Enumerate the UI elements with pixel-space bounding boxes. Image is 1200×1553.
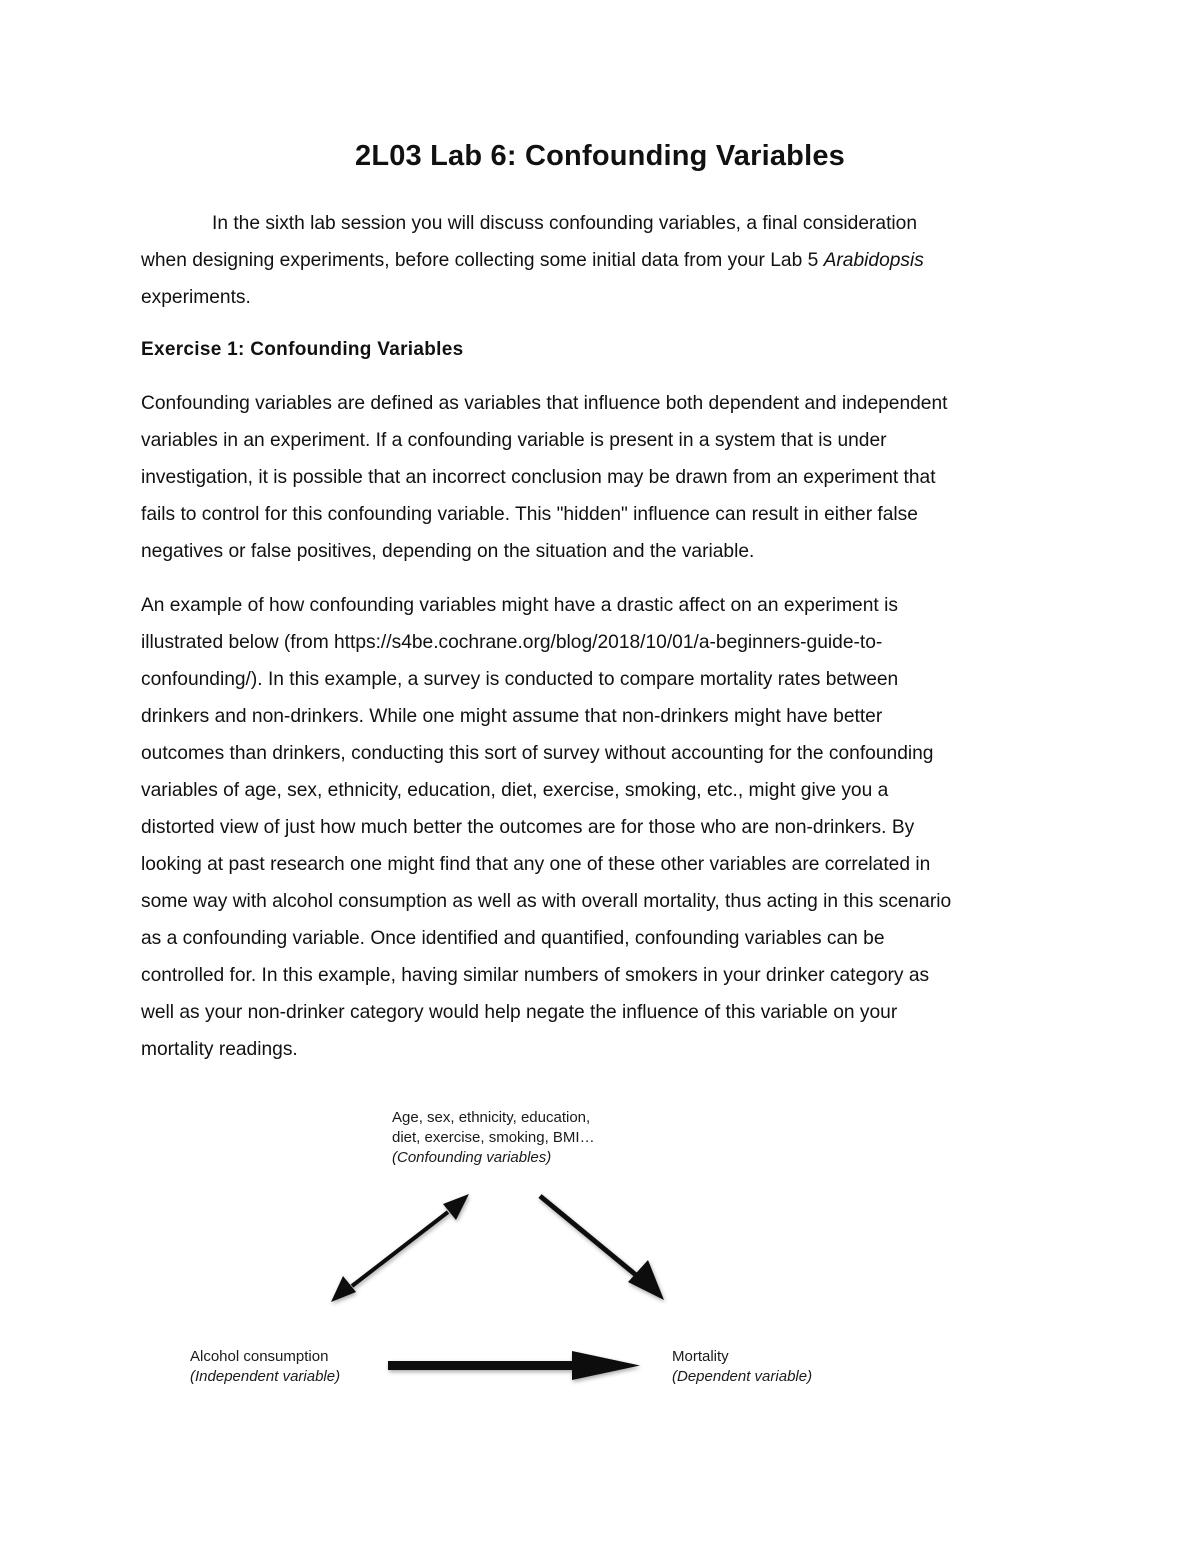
paragraph-line: investigation, it is possible that an incorrect conclusion may be drawn from an experiment that: [141, 467, 936, 488]
paragraph-line: mortality readings.: [141, 1039, 298, 1060]
paragraph-line: negatives or false positives, depending on the situation and the variable.: [141, 541, 755, 562]
paragraph-line: confounding/). In this example, a survey is conducted to compare mortality rates between: [141, 669, 899, 690]
confounding-diagram: [0, 1090, 1200, 1420]
paragraph-line: controlled for. In this example, having similar numbers of smokers in your drinker category as: [141, 965, 930, 986]
exercise-1-paragraph-1: [141, 385, 1066, 570]
intro-paragraph: [141, 205, 1066, 316]
paragraph-line: as a confounding variable. Once identified and quantified, confounding variables can be: [141, 928, 885, 949]
exercise-1-heading: Exercise 1: Confounding Variables: [141, 339, 464, 360]
paragraph-line: variables in an experiment. If a confounding variable is present in a system that is under: [141, 430, 887, 451]
arrow-alcohol-mortality: [388, 1351, 640, 1380]
confounders-role: (Confounding variables): [392, 1149, 552, 1166]
paragraph-line: variables of age, sex, ethnicity, education, diet, exercise, smoking, etc., might give you a: [141, 780, 889, 801]
confounding-variables-label: [392, 1108, 595, 1168]
intro-line-1: In the sixth lab session you will discuss confounding variables, a final consideration: [212, 213, 918, 234]
paragraph-line: fails to control for this confounding variable. This "hidden" influence can result in either false: [141, 504, 918, 525]
intro-line-3: experiments.: [141, 287, 251, 308]
paragraph-line: outcomes than drinkers, conducting this sort of survey without accounting for the confounding: [141, 743, 934, 764]
independent-name: Alcohol consumption: [190, 1348, 329, 1365]
dependent-name: Mortality: [672, 1348, 729, 1365]
dependent-role: (Dependent variable): [672, 1368, 813, 1385]
exercise-1-paragraph-2: [141, 587, 1066, 1068]
paragraph-line: some way with alcohol consumption as well as with overall mortality, thus acting in this scenario: [141, 891, 952, 912]
dependent-variable-label: [672, 1347, 812, 1387]
independent-variable-label: [190, 1347, 340, 1387]
confounders-line-2: diet, exercise, smoking, BMI…: [392, 1129, 595, 1146]
diagram-arrows: [0, 1090, 1200, 1420]
arrow-confounders-mortality: [540, 1196, 664, 1300]
paragraph-line: distorted view of just how much better the outcomes are for those who are non-drinkers. By: [141, 817, 915, 838]
paragraph-line: Confounding variables are defined as variables that influence both dependent and independent: [141, 393, 948, 414]
paragraph-line: looking at past research one might find that any one of these other variables are correlated in: [141, 854, 931, 875]
paragraph-line: well as your non-drinker category would help negate the influence of this variable on your: [141, 1002, 898, 1023]
paragraph-line: drinkers and non-drinkers. While one might assume that non-drinkers might have better: [141, 706, 883, 727]
double-arrow-confounders-alcohol: [331, 1194, 469, 1302]
page-title: 2L03 Lab 6: Confounding Variables: [354, 140, 845, 172]
paragraph-line: An example of how confounding variables might have a drastic affect on an experiment is: [141, 595, 898, 616]
confounders-line-1: Age, sex, ethnicity, education,: [392, 1109, 591, 1126]
independent-role: (Independent variable): [190, 1368, 341, 1385]
intro-line-2: when designing experiments, before collecting some initial data from your Lab 5 Arabidopsis: [141, 250, 924, 271]
paragraph-line: illustrated below (from https://s4be.cochrane.org/blog/2018/10/01/a-beginners-guide-to-: [141, 632, 883, 653]
italic-species: Arabidopsis: [823, 250, 924, 271]
